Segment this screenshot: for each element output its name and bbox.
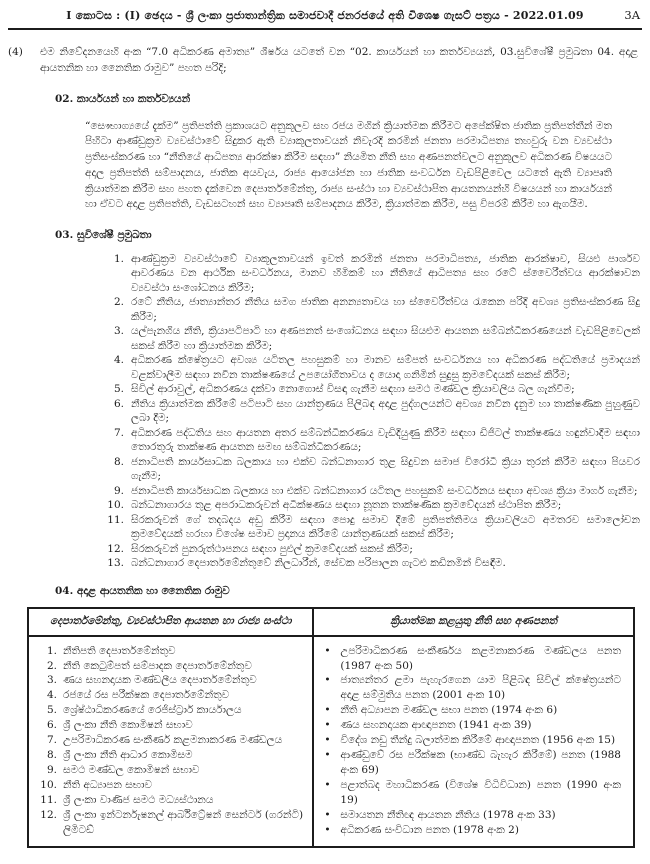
bullet-icon: •: [324, 749, 331, 761]
act-item: [322, 644, 625, 674]
act-name: අධිකරණ සංවිධාන පනත (1978 අංක 2): [340, 823, 519, 836]
priority-item: [98, 455, 640, 484]
priority-item: [98, 295, 640, 324]
bullet-icon: •: [324, 734, 331, 747]
institution-item: [37, 778, 304, 793]
institution-name: ශ්‍රී ලංකා නීති කොමිෂන් සභාව: [63, 719, 193, 732]
institution-number: 10.: [40, 778, 57, 791]
priority-item-text: බන්ධනාගාරය තුළ අපරාධකරුවන් අධීක්ෂණය සඳහා නූතන තාක්ෂණික ක්‍රමවේදයන් ස්ථාපිත කිරීම;: [131, 499, 562, 512]
act-item: [322, 718, 625, 733]
framework-table: [27, 607, 635, 849]
act-name: උපරිමාධිකරණ සංකීර්ණය කළමනාකරණ මණ්ඩලය පනත (1987 අංක 50): [340, 644, 621, 672]
institution-number: 4.: [46, 689, 57, 702]
institution-number: 9.: [46, 763, 57, 776]
institution-item: [37, 733, 304, 748]
priority-item-text: යල්පැනගිය නීති, ක්‍රියාපටිපාටි හා අණපනත් සංශෝධනය සඳහා සියළුම ආයතන සම්බන්ධීකරණයෙන් වැඩපිළිවෙලක් සකස් කිරීම හා ක්‍රියාත්මක කිරීම;: [131, 325, 640, 352]
institution-name: සමථ මණ්ඩල කොමිෂන් සභාව: [63, 763, 200, 776]
framework-table-body-row: [28, 636, 634, 848]
institution-item: [37, 659, 304, 674]
institution-item: [37, 673, 304, 688]
act-name: ජාත්‍යන්තර ළමා පැහැරගෙන යාම පිළිබඳ සිවිල් ක්ෂේත්‍රයන්ට අදාළ සම්මුතිය පනත (2001 අංක 10): [340, 674, 621, 702]
institution-item: [37, 703, 304, 718]
priority-item: [98, 556, 640, 570]
priority-item-number: 3.: [113, 325, 124, 338]
institution-name: රජයේ රස පරීක්ෂක දෙපාර්තමේන්තුව: [63, 689, 230, 702]
priority-item-text: අධිකරණ ක්ෂේත්‍රයට අවශ්‍ය යටිතල පහසුකම් හා මානව සම්පත් සංවර්ධනය හා අධිකරණ පද්ධතියේ ප්‍රමාදයන් වළක්වාලීම සඳහා නවීන තාක්ෂණයේ උපයෝගීතාවය ද යොදා ගනිමින් සුදුසු ක්‍රමවේදයක් සකස් කිරීම;: [131, 354, 640, 381]
priority-item: [98, 252, 640, 295]
institution-item: [37, 808, 304, 838]
section-02-heading: 02. කාර්යයන් හා කර්තව්‍යයන්: [55, 92, 191, 105]
institution-number: 12.: [40, 808, 57, 821]
institution-number: 5.: [46, 704, 57, 717]
act-name: පළාත්බද මහාධිකරණ (විශේෂ විධිවිධාන) පනත (1990 අංක 19): [340, 778, 621, 806]
institution-name: ශ්‍රී ලංකා ඉන්ටර්නැෂනල් ආර්බිට්‍රේෂන් සෙන්ටර් (ගරන්ටි) ලිමිටඩ්: [63, 808, 304, 836]
institution-number: 3.: [46, 674, 57, 687]
priority-item-number: 10.: [107, 499, 124, 512]
gazette-header-title: I කොටස : (I) ඡෙදය - ශ්‍රී ලංකා ප්‍රජාතාන්ත්‍රික සමාජවාදී ජනරජයේ අති විශෙෂ ගැසට් පත්‍රය - 2022.01.09: [66, 9, 584, 22]
priority-item: [98, 324, 640, 353]
act-item: [322, 703, 625, 718]
priority-item-number: 11.: [107, 513, 124, 526]
priority-item: [98, 484, 640, 498]
section-04-heading: 04. අදාළ ආයතනික හා නෛතික රාමුව: [55, 584, 230, 597]
institutions-column-header: දෙපාර්තමේන්තු, ව්‍යවස්ථාපිත ආයතන හා රාජ්‍ය සංස්ථා: [28, 608, 313, 636]
act-item: [322, 778, 625, 808]
institution-name: ශ්‍රී ලංකා නීති ආධාර කොමිසම: [63, 749, 193, 761]
framework-table-header-row: [28, 608, 634, 636]
institution-number: 1.: [46, 644, 57, 657]
page-header: [0, 0, 650, 23]
priority-item-number: 12.: [107, 542, 124, 555]
institution-name: නීතිපති දෙපාර්තමේන්තුව: [63, 644, 176, 657]
institution-number: 11.: [40, 793, 57, 806]
bullet-icon: •: [324, 778, 331, 791]
priority-item-text: නීතිය ක්‍රියාත්මක කිරීමේ පටිපාටි සහ යාන්ත්‍රණය පිලිබඳ අදාළ පුද්ගලයන්ට අවශ්‍ය නවීන දැනුම හා තාක්ෂණික පුහුණුව ලබා දීම;: [131, 397, 640, 425]
institution-item: [37, 748, 304, 763]
act-item: [322, 823, 625, 838]
priority-item-text: ආණ්ඩුක්‍රම ව්‍යවස්ථාවේ ව්‍යාකූලතාවයන් ඉවත් කරමින් ජනතා පරමාධිපත්‍ය, ජාතික ආරක්ෂාව, සියළු පාර්ශව ආවරණය වන ආර්ථික සංවර්ධනය, මානව හිමිකම් හා නීතියේ ආධිපත්‍ය සහ රටේ ස්වෛරීත්වය ආරක්ෂාවන ව්‍යවස්ථා සංශෝධනය කිරීම;: [131, 253, 640, 294]
section-02-body: “සෞභාග්‍යයේ දැක්ම” ප්‍රතිපත්ති ප්‍රකාශයට අනුකූලව සහ රජය මගින් ක්‍රියාත්මක කිරීමට අපේක්ෂිත ජාතික ප්‍රතිපත්තීන් මත පිහිටා ආණ්ඩුක්‍රම ව්‍යවස්ථාවේ සිදුකර ඇති ව්‍යාකූලතාවයන් නිවැරදි කරමින් ජනතා පරමාධිපත්‍ය තහවුරු වන ව්‍යවස්ථා ප්‍රතිසංස්කරණ හා “නීතියේ ආධිපත්‍ය ආරක්ෂා කිරීම සඳහා” නියමිත නීති සහ අණපනත්වලට අනුකූලව අධිකරණ විෂයයට අදාල ප්‍රතිපත්ති සම්පාදනය, ජාතික අයවැය, රාජ්‍ය ආයෝජන හා ජාතික සංවර්ධන වැඩපිළිවෙල යටතේ ඇති ව්‍යාපෘති ක්‍රියාත්මක කිරීම සහ පහත දැක්වෙන දෙපාර්තමේන්තු, රාජ්‍ය සංස්ථා හා ව්‍යවස්ථාපිත ආයතනයන්හි විෂයයන් හා කාර්යයන් හා ඒවට අදාළ ප්‍රතිපත්ති, වැඩසටහන් සහ ව්‍යාපෘති සම්පාදනය කිරීම, ක්‍රියාත්මක කිරීම, පසු විපරම් කිරීම හා ඇගයීම.: [85, 119, 612, 211]
priority-item: [98, 498, 640, 512]
paragraph-4-text: එම නිවේදනයෙහි අංක “7.0 අධිකරණ අමාත්‍ය” ශීර්ෂය යටතේ වන “02. කාර්යයන් හා කර්තව්‍යයන්, 03.සුවිශේෂී ප්‍රමුඛතා 04. අදාළ ආයතනික හා නෛතික රාමුව” පහත පරිදි;: [40, 46, 638, 74]
institutions-cell: [28, 636, 313, 848]
institution-item: [37, 644, 304, 659]
priority-item-text: රටේ නීතිය, ජාත්‍යාන්තර නීතිය සමග ජාතික අනන්‍යතාවය හා ස්වෛරීත්වය රැකෙන පරිදි අවශ්‍ය ප්‍රතිසංස්කරණ සිදු කිරීම;: [131, 296, 640, 323]
acts-column-header: ක්‍රියාත්මක කළයුතු නීති සහ අණපනත්: [313, 608, 634, 636]
act-name: ණය සහනදායක ආඥාපනත (1941 අංක 39): [340, 719, 532, 732]
institution-number: 6.: [46, 719, 57, 732]
priority-item-number: 9.: [113, 484, 124, 497]
bullet-icon: •: [324, 674, 331, 687]
act-item: [322, 748, 625, 778]
priorities-list: [98, 252, 640, 571]
header-rule: [8, 28, 642, 30]
priority-item-text: බන්ධනාගාර දෙපාර්තමේන්තුවේ නිලධාරීන්, සේවක පරිපාලන ගැටළු කඩිනමින් විසඳීම.: [131, 557, 506, 570]
page-number: 3A: [624, 8, 640, 22]
priority-item: [98, 353, 640, 382]
act-name: ආණ්ඩුවේ රස පරීක්ෂක (භාණ්ඩ බැහැර කිරීමේ) පනත (1988 අංක 69): [340, 749, 621, 776]
priority-item-number: 4.: [113, 354, 124, 367]
institution-number: 8.: [46, 749, 57, 761]
priority-item-text: ජනාධිපති කාර්යසාධක බලකාය හා එක්ව බන්ධනාගාර තුළ සිදුවන සමාජ විරෝධී ක්‍රියා තුරන් කිරීම සඳහා පියවර ගැනීම;: [131, 455, 640, 483]
institution-item: [37, 763, 304, 778]
act-name: සමායතන නීතිඥ ආයතන නීතිය (1978 අංක 33): [340, 808, 556, 821]
priority-item: [98, 542, 640, 556]
priority-item-text: සිවිල් ආරාවුල්, අධිකරණය දක්වා නොගොස් විසඳා ගැනීම සඳහා සමථ මණ්ඩල ක්‍රියාවලිය බල ගැන්වීම;: [131, 383, 575, 396]
institution-item: [37, 793, 304, 808]
priority-item-number: 2.: [113, 296, 124, 309]
institution-name: උපරිමාධිකරණ සංකීර්ණ කළමනාකරණ මණ්ඩලය: [63, 734, 283, 747]
act-item: [322, 733, 625, 748]
priority-item: [98, 426, 640, 455]
priority-item-text: සිරකරුවන් පුනරුත්ථාපනය සඳහා පුළුල් ක්‍රමවේදයක් සකස් කිරීම;: [131, 542, 413, 555]
priority-item: [98, 382, 640, 396]
act-item: [322, 808, 625, 823]
priority-item-number: 8.: [113, 455, 124, 468]
bullet-icon: •: [324, 644, 331, 657]
act-name: විදේශ නඩු තීන්දු බලාත්මක කිරීමේ ආඥාපනත (1956 අංක 15): [340, 734, 616, 747]
institution-number: 2.: [46, 659, 57, 672]
bullet-icon: •: [324, 719, 331, 732]
bullet-icon: •: [324, 808, 331, 821]
act-item: [322, 673, 625, 703]
institution-item: [37, 718, 304, 733]
paragraph-4: [8, 45, 638, 77]
bullet-icon: •: [324, 823, 331, 836]
section-03-heading: 03. සුවිශේෂී ප්‍රමුඛතා: [55, 229, 152, 241]
priority-item-number: 5.: [113, 383, 124, 396]
institution-name: නීති අධ්‍යාපන සභාව: [63, 778, 153, 791]
priority-item-number: 6.: [113, 397, 124, 410]
paragraph-4-marker: (4): [8, 46, 23, 58]
priority-item-number: 7.: [113, 426, 124, 439]
priority-item: [98, 397, 640, 426]
act-name: නීති අධ්‍යාපන මණ්ඩල සභා පනත (1974 අංක 6): [340, 704, 558, 717]
bullet-icon: •: [324, 704, 331, 717]
institution-item: [37, 688, 304, 703]
priority-item-text: ජනාධිපති කාර්යසාධක බලකාය හා එක්ව බන්ධනාගාර යටිතල පහසුකම් සංවර්ධනය සඳහා අවශ්‍ය ක්‍රියා මාර්ග ගැනීම;: [131, 484, 638, 497]
priority-item-number: 13.: [107, 557, 124, 570]
priority-item-number: 1.: [113, 253, 124, 265]
institution-name: ශ්‍රේෂ්ඨාධිකරණයේ රෙජිස්ට්‍රාර් කාර්යාලය: [63, 704, 242, 717]
acts-cell: [313, 636, 634, 848]
institution-name: ශ්‍රී ලංකා වාණිජ සමථ මධ්‍යස්ථානය: [63, 793, 214, 806]
priority-item-text: සිරකරුවන් ගේ තදබදය අඩු කිරීම සඳහා පොදු සමාව දීමේ ප්‍රතිපත්තිමය ක්‍රියාවලියට අමතරව සමාලෝචන ක්‍රමවේදයක් හරහා විශේෂ සමාව ප්‍රදානය කිරීමේ යාන්ත්‍රණයක් සකස් කිරීම;: [131, 513, 640, 541]
priority-item: [98, 513, 640, 542]
institution-number: 7.: [46, 734, 57, 747]
institution-name: ණය සහනදායක මණ්ඩලීය දෙපාර්තමේන්තුව: [63, 674, 257, 687]
priority-item-text: අධිකරණ පද්ධතිය සහ ආයතන අතර සම්බන්ධීකරණය වැඩිදියුණු කිරීම සඳහා ඩිජිටල් තාක්ෂණය හඳුන්වාදීම සඳහා තොරතුරු තාක්ෂණ ආයතන සමඟ සම්බන්ධීකරණය;: [131, 426, 640, 454]
institution-name: නීති කෙටුම්පත් සම්පාදක දෙපාර්තමේන්තුව: [63, 659, 252, 672]
